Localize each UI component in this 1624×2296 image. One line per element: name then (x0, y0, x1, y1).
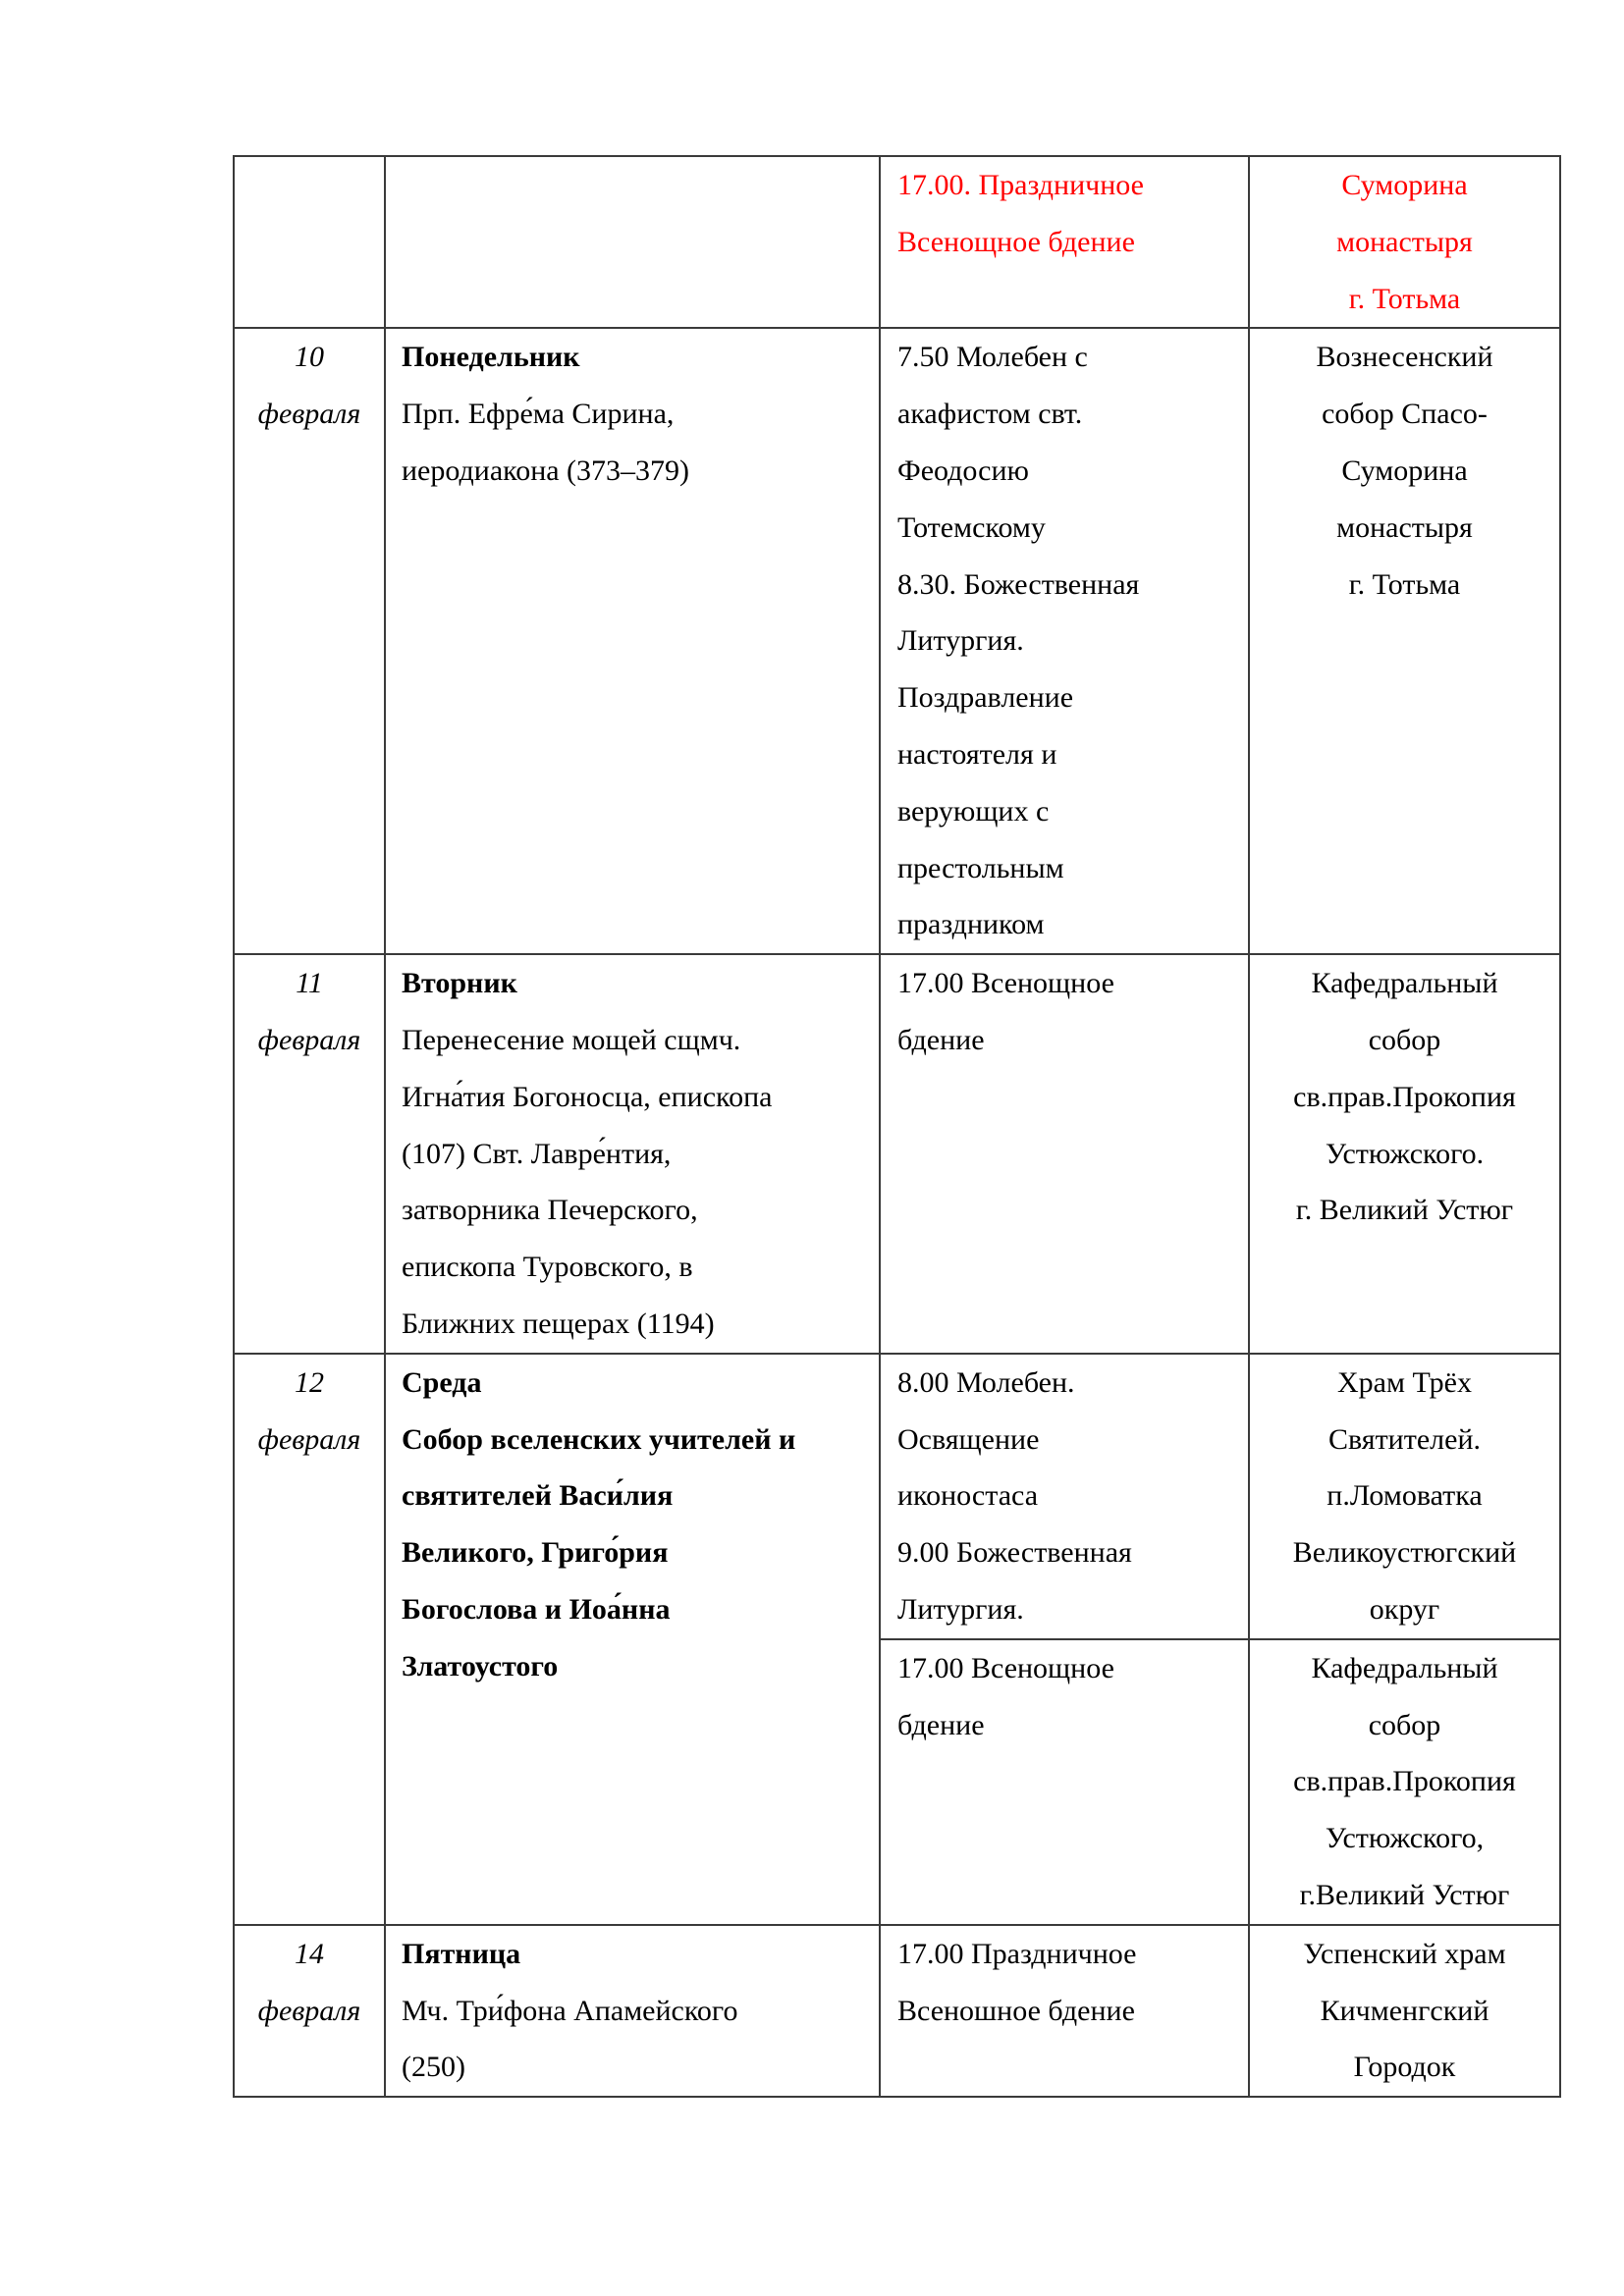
table-row (234, 1354, 1560, 1639)
service-line: 8.30. Божественная (897, 567, 1140, 601)
place-line: п.Ломоватка (1326, 1479, 1483, 1513)
place-line: г. Тотьма (1348, 282, 1461, 315)
feast-line: Мч. Три́фона Апамейского (402, 1994, 738, 2027)
service-line: акафистом свт. (897, 398, 1083, 431)
feast-line: епископа Туровского, в (402, 1251, 693, 1284)
feast-line: затворника Печерского, (402, 1194, 698, 1227)
service-line: 8.00 Молебен. (897, 1365, 1075, 1399)
service-line: бдение (897, 1708, 985, 1741)
place-line: собор Спасо- (1322, 398, 1488, 431)
date-month: февраля (257, 1994, 361, 2027)
service-line: 17.00. Праздничное (897, 169, 1144, 201)
place-line: г.Великий Устюг (1299, 1878, 1510, 1911)
weekday: Пятница (402, 1937, 521, 1970)
place-line: Кичменгский (1320, 1994, 1489, 2027)
service-cell (880, 328, 1249, 954)
date-cell (234, 1354, 385, 1925)
place-line: Святителей. (1327, 1422, 1481, 1456)
service-line: бдение (897, 1023, 985, 1056)
weekday: Понедельник (402, 341, 580, 374)
place-line: г. Тотьма (1348, 567, 1461, 601)
place-cell (1249, 156, 1560, 328)
table-row (234, 1925, 1560, 2097)
place-line: св.прав.Прокопия (1293, 1080, 1516, 1113)
place-line: монастыря (1336, 510, 1473, 544)
place-line: Успенский храм (1303, 1937, 1506, 1970)
feast-line: Ближних пещерах (1194) (402, 1307, 715, 1340)
service-line: Всенощное бдение (897, 225, 1135, 258)
place-line: Храм Трёх (1337, 1365, 1472, 1399)
table-row (234, 156, 1560, 328)
date-cell (234, 156, 385, 328)
table-row (234, 954, 1560, 1354)
service-line: Тотемскому (897, 510, 1046, 544)
date-month: февраля (257, 1422, 361, 1456)
place-line: Суморина (1341, 169, 1468, 201)
feast-line: Златоустого (402, 1649, 559, 1682)
place-cell (1249, 1925, 1560, 2097)
place-line: Устюжского. (1325, 1137, 1485, 1170)
place-line: Великоустюгский (1292, 1536, 1517, 1570)
place-line: св.прав.Прокопия (1293, 1765, 1516, 1798)
service-cell (880, 156, 1249, 328)
date-cell (234, 1925, 385, 2097)
service-line: Литургия. (897, 624, 1024, 658)
service-line: иконостаса (897, 1479, 1039, 1513)
service-line: Феодосию (897, 454, 1029, 487)
place-line: Кафедральный (1311, 1651, 1498, 1684)
place-line: округ (1369, 1592, 1440, 1626)
place-line: Суморина (1341, 454, 1468, 487)
place-line: Кафедральный (1311, 967, 1498, 1000)
service-cell (880, 954, 1249, 1354)
date-day: 14 (295, 1937, 324, 1970)
feast-line: Собор вселенских учителей и (402, 1422, 796, 1456)
service-line: Всеношное бдение (897, 1994, 1135, 2027)
weekday: Среда (402, 1365, 482, 1399)
service-line: 7.50 Молебен с (897, 341, 1088, 374)
place-line: собор (1368, 1708, 1441, 1741)
service-line: Освящение (897, 1422, 1040, 1456)
service-cell (880, 1354, 1249, 1639)
date-month: февраля (257, 1023, 361, 1056)
table-row (234, 328, 1560, 954)
place-line: Городок (1353, 2051, 1456, 2084)
schedule-table (233, 155, 1561, 2098)
feast-line: (250) (402, 2051, 465, 2084)
service-line: 17.00 Всенощное (897, 967, 1114, 1000)
feast-cell (385, 954, 880, 1354)
date-day: 11 (296, 967, 323, 1000)
feast-line: святителей Васи́лия (402, 1479, 674, 1513)
date-cell (234, 954, 385, 1354)
place-line: г. Великий Устюг (1295, 1194, 1514, 1227)
feast-line: (107) Свт. Лавре́нтия, (402, 1137, 672, 1170)
service-line: Литургия. (897, 1592, 1024, 1626)
service-cell (880, 1925, 1249, 2097)
place-line: собор (1368, 1023, 1441, 1056)
date-day: 10 (295, 341, 324, 374)
date-day: 12 (295, 1365, 324, 1399)
feast-cell (385, 156, 880, 328)
feast-line: Богослова и Иоа́нна (402, 1592, 671, 1626)
feast-cell (385, 1925, 880, 2097)
service-line: праздником (897, 908, 1045, 941)
date-month: февраля (257, 398, 361, 431)
feast-cell (385, 1354, 880, 1925)
place-cell (1249, 1639, 1560, 1925)
service-cell (880, 1639, 1249, 1925)
service-line: верующих с (897, 794, 1050, 828)
place-line: Вознесенский (1316, 341, 1493, 374)
place-line: Устюжского, (1325, 1822, 1485, 1855)
feast-line: Прп. Ефре́ма Сирина, (402, 398, 675, 431)
place-line: монастыря (1336, 225, 1473, 258)
service-line: 9.00 Божественная (897, 1536, 1132, 1570)
feast-line: иеродиакона (373–379) (402, 454, 690, 487)
service-line: Поздравление (897, 681, 1074, 715)
date-cell (234, 328, 385, 954)
place-cell (1249, 954, 1560, 1354)
feast-line: Перенесение мощей сщмч. (402, 1023, 741, 1056)
place-cell (1249, 328, 1560, 954)
service-line: 17.00 Всенощное (897, 1651, 1114, 1684)
feast-cell (385, 328, 880, 954)
place-cell (1249, 1354, 1560, 1639)
feast-line: Великого, Григо́рия (402, 1536, 669, 1570)
service-line: 17.00 Праздничное (897, 1937, 1137, 1970)
weekday: Вторник (402, 967, 517, 1000)
service-line: настоятеля и (897, 737, 1057, 771)
service-line: престольным (897, 851, 1064, 884)
feast-line: Игна́тия Богоносца, епископа (402, 1080, 773, 1113)
